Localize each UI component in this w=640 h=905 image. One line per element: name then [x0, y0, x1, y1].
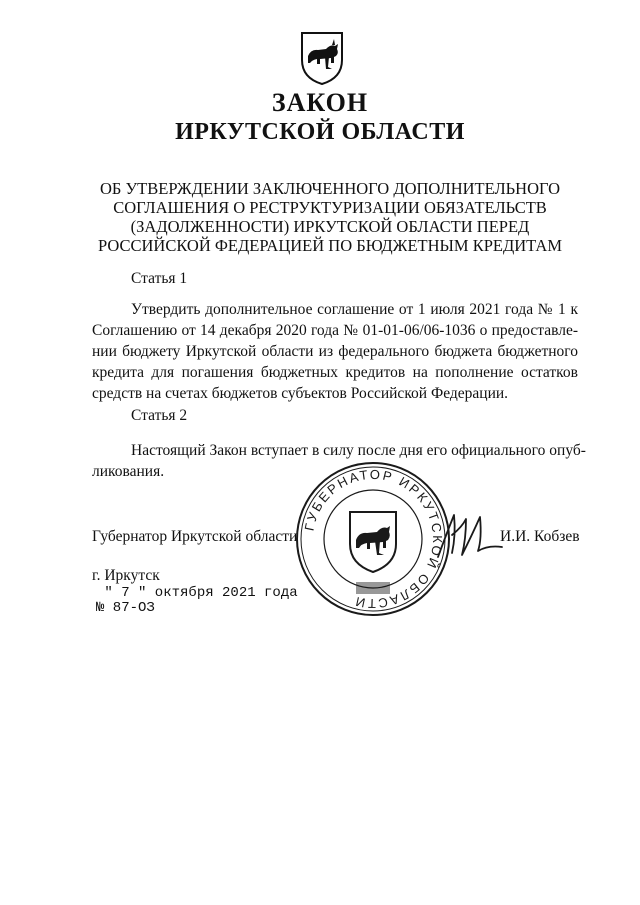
law-number: № 87-ОЗ — [96, 600, 155, 616]
law-region-title: ИРКУТСКОЙ ОБЛАСТИ — [175, 119, 465, 145]
signatory-position: Губернатор Иркутской области — [92, 528, 298, 545]
seal-barcode — [356, 582, 390, 594]
subject-line: (ЗАДОЛЖЕННОСТИ) ИРКУТСКОЙ ОБЛАСТИ ПЕРЕД — [130, 217, 530, 236]
law-subject — [80, 179, 580, 255]
seal-ring-text: ГУБЕРНАТОР ИРКУТСКОЙ ОБЛАСТИ — [301, 466, 446, 612]
article-line: Настоящий Закон вступает в силу после дня его официального опуб- — [131, 442, 586, 459]
signing-city: г. Иркутск — [92, 567, 160, 584]
signatory-name: И.И. Кобзев — [500, 528, 580, 545]
article-line: кредита для погашения бюджетных кредитов на пополнение остатков — [92, 364, 578, 381]
article-1-heading: Статья 1 — [131, 270, 188, 287]
signing-date: " 7 " октября 2021 года — [96, 585, 298, 601]
article-line: ликования. — [92, 463, 165, 480]
article-1-text — [92, 299, 578, 404]
article-line: Утвердить дополнительное соглашение от 1 июля 2021 года № 1 к — [131, 301, 578, 318]
article-line: нии бюджету Иркутской области из федерального бюджета бюджетного — [92, 343, 578, 360]
subject-line: РОССИЙСКОЙ ФЕДЕРАЦИЕЙ ПО БЮДЖЕТНЫМ КРЕДИТАМ — [98, 236, 562, 255]
article-2-heading: Статья 2 — [131, 407, 188, 424]
article-line: средств на счетах бюджетов субъектов Российской Федерации. — [92, 385, 509, 402]
irkutsk-coat-of-arms-icon — [350, 512, 396, 572]
subject-line: ОБ УТВЕРЖДЕНИИ ЗАКЛЮЧЕННОГО ДОПОЛНИТЕЛЬНОГО — [99, 179, 561, 198]
irkutsk-coat-of-arms-icon — [299, 30, 345, 86]
subject-line: СОГЛАШЕНИЯ О РЕСТРУКТУРИЗАЦИИ ОБЯЗАТЕЛЬСТВ — [113, 198, 547, 217]
article-line: Соглашению от 14 декабря 2020 года № 01-01-06/06-1036 о предоставле- — [92, 322, 578, 339]
official-seal — [294, 460, 452, 618]
law-title: ЗАКОН — [271, 88, 369, 117]
